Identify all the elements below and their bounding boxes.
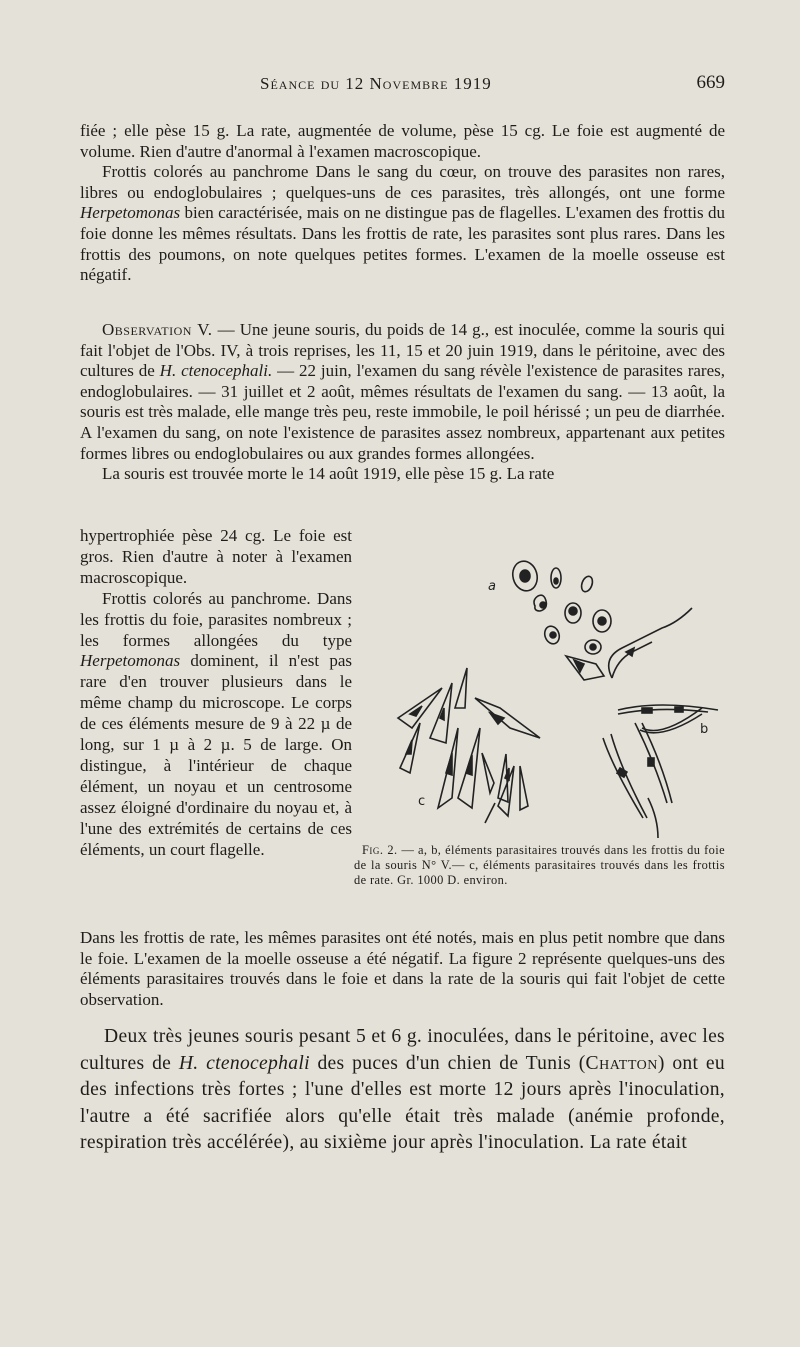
main-text xyxy=(80,1024,725,1157)
parasite-cell-group-a xyxy=(510,558,611,680)
observation-label: Observation V. xyxy=(102,320,213,339)
italic-term: Herpetomonas xyxy=(80,203,181,223)
paragraph xyxy=(80,589,352,861)
text-run: — 22 juin, l'examen du sang révèle l'existence de parasites rares, endoglobulaires. — 31 juillet et 2 août, mêmes résultats de l'examen du sang. — 13 août, la souris est très malade, elle mange très peu, reste immobile, le poil hérissé ; un peu de diarrhée. A l'examen du sang, on note l'existence de parasites assez nombreux, appartenant aux petites formes libres ou endoglobulaires ou aux grandes formes allongées. xyxy=(80,361,725,463)
paragraph xyxy=(80,1024,725,1157)
paragraph: fiée ; elle pèse 15 g. La rate, augmentée de volume, pèse 15 cg. Le foie est augmenté de volume. Rien d'autre d'anormal à l'examen macroscopique. xyxy=(80,121,725,161)
figure-number: Fig. 2. xyxy=(362,843,398,857)
text-run: Deux très jeunes souris pesant 5 et 6 g. inoculées, dans le péritoine, avec les cultures de xyxy=(80,1026,725,1074)
paragraph: hypertrophiée pèse 24 cg. Le foie est gros. Rien d'autre à noter à l'examen macroscopique. xyxy=(80,526,352,587)
running-title: Séance du 12 Novembre 1919 xyxy=(260,74,492,93)
caption-text: — a, b, éléments parasitaires trouvés dans les frottis du foie de la souris N° V.— c, éléments parasitaires trouvés dans les frottis de rate. Gr. 1000 D. environ. xyxy=(354,843,725,887)
text-run: — Une jeune souris, du poids de 14 g., est inoculée, comme la souris qui fait l'objet de l'Obs. IV, à trois reprises, les 11, 15 et 20 juin 1919, dans le péritoine, avec des cultures de xyxy=(80,320,725,381)
figure-label-c: c xyxy=(418,794,426,809)
paragraph: La souris est trouvée morte le 14 août 1919, elle pèse 15 g. La rate xyxy=(102,464,555,484)
italic-term: H. ctenocephali xyxy=(178,1052,310,1074)
text-run: ) ont eu des infections très fortes ; l'une d'elles est morte 12 jours après l'inoculation, l'autre a été sacrifiée alors qu'elle était très malade (anémie profonde, respiration très accélérée), au sixième jour après l'inoculation. La rate était xyxy=(80,1052,725,1154)
italic-term: Herpetomonas xyxy=(80,651,181,671)
italic-term: H. ctenocephali. xyxy=(159,361,273,381)
page-number: 669 xyxy=(696,72,725,93)
text-run: bien caractérisée, mais on ne distingue pas de flagelles. L'examen des frottis du foie donne les mêmes résultats. Dans les frottis de rate, les parasites sont plus rares. Dans les frottis des poumons, on note quelques petites formes. L'examen de la moelle osseuse est négatif. xyxy=(80,203,725,285)
paragraph xyxy=(80,320,725,464)
author-name: Chatton xyxy=(585,1052,658,1074)
observation-v-end xyxy=(80,928,725,1010)
text-run: dominent, il n'est pas rare d'en trouver plusieurs dans le même champ du microscope. Le corps de ces éléments mesure de 9 à 22 µ de long, sur 1 µ à 2 µ. 5 de large. On distingue, à l'intérieur de chaque élément, un noyau et un centrosome assez éloigné d'ordinaire du noyau et, à l'une des extrémités de certains de ces éléments, un court flagelle. xyxy=(80,651,352,859)
parasite-figure xyxy=(380,548,725,848)
text-run: Frottis colorés au panchrome. Dans les frottis du foie, parasites nombreux ; les formes allongées du type xyxy=(80,588,352,650)
text-run: Frottis colorés au panchrome Dans le sang du cœur, on trouve des parasites non rares, libres ou endoglobulaires ; quelques-uns de ces parasites, très allongés, ont une forme xyxy=(80,162,725,202)
observation-v xyxy=(80,320,725,485)
paragraph xyxy=(354,843,725,888)
figure-caption xyxy=(354,843,725,888)
figure-label-b: b xyxy=(700,722,709,737)
figure-block xyxy=(80,526,725,928)
observation-iv-end xyxy=(80,121,725,286)
text-run: des puces d'un chien de Tunis ( xyxy=(309,1052,586,1074)
page-header xyxy=(80,74,725,100)
left-column-text xyxy=(80,526,352,861)
paragraph: Dans les frottis de rate, les mêmes parasites ont été notés, mais en plus petit nombre que dans le foie. L'examen de la moelle osseuse a été négatif. La figure 2 représente quelques-uns des éléments parasitaires trouvés dans le foie et dans la rate de la souris qui fait l'objet de cette observation. xyxy=(80,928,725,1009)
paragraph xyxy=(80,162,725,286)
figure-label-a: a xyxy=(488,579,496,594)
